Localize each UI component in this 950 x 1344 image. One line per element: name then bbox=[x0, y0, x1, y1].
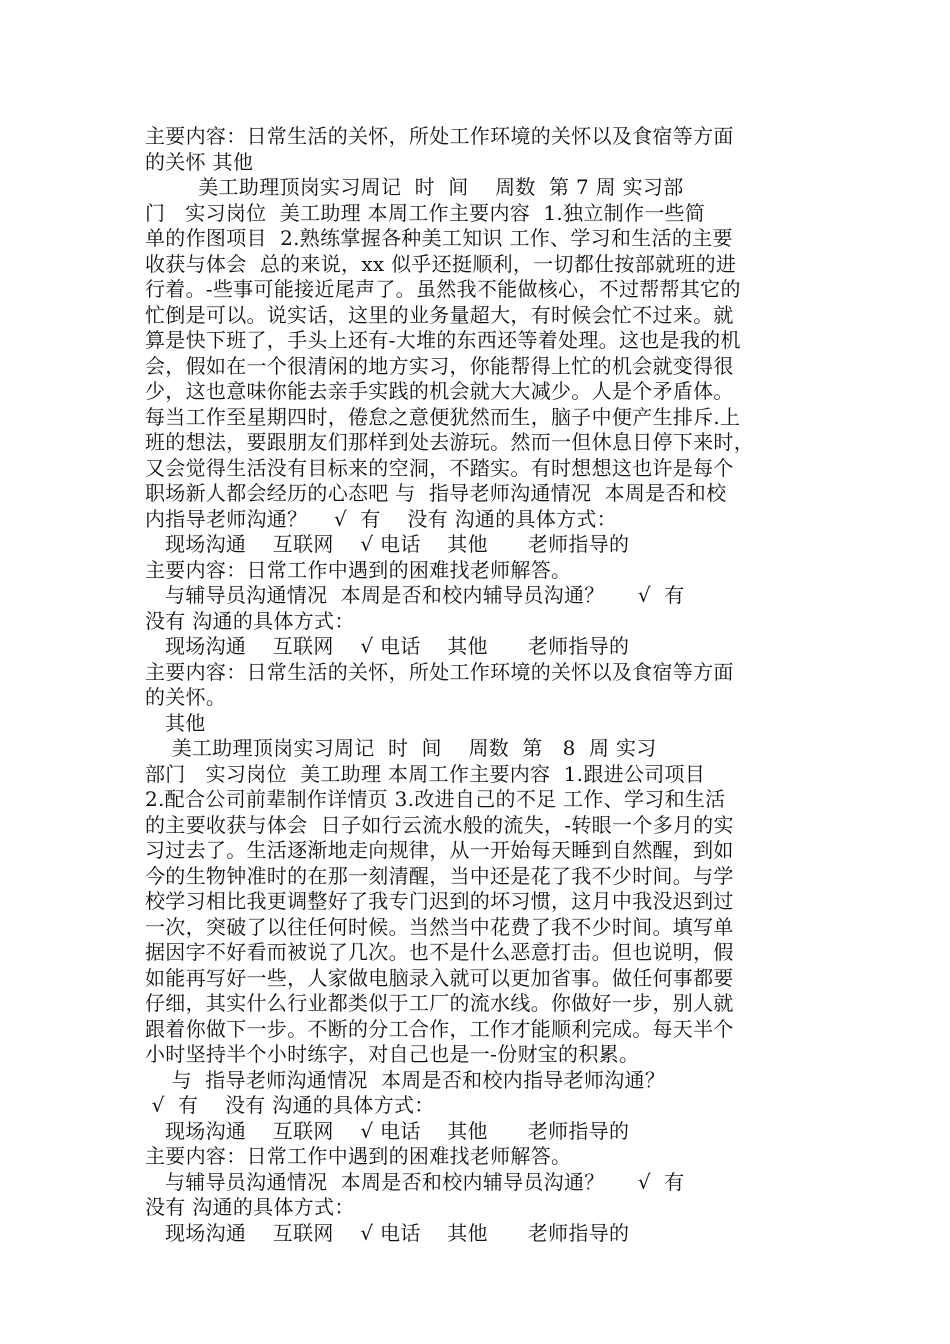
text-line: 美工助理顶岗实习周记 时 间 周数 第 8 周 实习 bbox=[145, 736, 657, 760]
text-line: 与辅导员沟通情况 本周是否和校内辅导员沟通？ √ 有 bbox=[145, 1169, 685, 1194]
text-line: 单的作图项目 2.熟练掌握各种美工知识 工作、学习和生活的主要 bbox=[145, 226, 733, 250]
text-line: 主要内容：日常工作中遇到的困难找老师解答。 bbox=[145, 1144, 572, 1168]
text-line: 现场沟通 互联网 √ 电话 其他 老师指导的 bbox=[145, 532, 630, 556]
text-line: 没有 沟通的具体方式： bbox=[145, 608, 355, 633]
text-line: 现场沟通 互联网 √ 电话 其他 老师指导的 bbox=[145, 634, 630, 658]
text-line: 校学习相比我更调整好了我专门迟到的坏习惯，这月中我没迟到过 bbox=[145, 889, 734, 913]
text-line: 2.配合公司前辈制作详情页 3.改进自己的不足 工作、学习和生活 bbox=[145, 787, 726, 811]
text-line: 现场沟通 互联网 √ 电话 其他 老师指导的 bbox=[145, 1118, 630, 1143]
text-line: 主要内容：日常生活的关怀，所处工作环境的关怀以及食宿等方面 bbox=[145, 659, 734, 684]
text-line: 收获与体会 总的来说，xx 似乎还挺顺利，一切都仕按部就班的进 bbox=[145, 251, 737, 276]
text-line: 今的生物钟准时的在那一刻清醒，当中还是花了我不少时间。与学 bbox=[145, 863, 734, 888]
text-line: 主要内容：日常工作中遇到的困难找老师解答。 bbox=[145, 557, 572, 582]
text-line: 如能再写好一些，人家做电脑录入就可以更加省事。做任何事都要 bbox=[145, 965, 734, 990]
text-line: 每当工作至星期四时，倦怠之意便犹然而生，脑子中便产生排斥.上 bbox=[145, 404, 741, 429]
text-line: 其他 bbox=[145, 710, 206, 735]
text-line: 习过去了。生活逐渐地走向规律，从一开始每天睡到自然醒，到如 bbox=[145, 838, 734, 862]
text-line: 班的想法，要跟朋友们那样到处去游玩。然而一但休息日停下来时， bbox=[145, 430, 754, 454]
text-line: 门 实习岗位 美工助理 本周工作主要内容 1.独立制作一些简 bbox=[145, 200, 706, 225]
text-line: 没有 沟通的具体方式： bbox=[145, 1195, 355, 1219]
text-line: 少，这也意味你能去亲手实践的机会就大大减少。人是个矛盾体。 bbox=[145, 379, 734, 403]
text-line: 的关怀。 bbox=[145, 685, 227, 709]
text-line: 算是快下班了，手头上还有-大堆的东西还等着处理。这也是我的机 bbox=[145, 328, 741, 352]
text-line: 美工助理顶岗实习周记 时 间 周数 第 7 周 实习部 bbox=[145, 175, 684, 199]
document-body bbox=[145, 124, 810, 1246]
text-line: 与 指导老师沟通情况 本周是否和校内指导老师沟通？ bbox=[145, 1067, 666, 1092]
text-line: 行着。-些事可能接近尾声了。虽然我不能做核心，不过帮帮其它的 bbox=[145, 277, 741, 301]
text-line: 主要内容：日常生活的关怀，所处工作环境的关怀以及食宿等方面 bbox=[145, 124, 734, 148]
text-line: 的主要收获与体会 日子如行云流水般的流失，-转眼一个多月的实 bbox=[145, 812, 734, 837]
text-line: 部门 实习岗位 美工助理 本周工作主要内容 1.跟进公司项目 bbox=[145, 761, 706, 786]
text-line: 忙倒是可以。说实话，这里的业务量超大，有时候会忙不过来。就 bbox=[145, 302, 734, 327]
text-line: 小时坚持半个小时练字，对自己也是一-份财宝的积累。 bbox=[145, 1042, 640, 1066]
text-line: 一次，突破了以往任何时候。当然当中花费了我不少时间。填写单 bbox=[145, 914, 734, 939]
text-line: 仔细，其实什么行业都类似于工厂的流水线。你做好一步，别人就 bbox=[145, 991, 734, 1015]
text-line: 跟着你做下一步。不断的分工合作，工作才能顺利完成。每天半个 bbox=[145, 1016, 734, 1041]
text-line: √ 有 没有 沟通的具体方式： bbox=[145, 1093, 435, 1117]
text-line: 会，假如在一个很清闲的地方实习，你能帮得上忙的机会就变得很 bbox=[145, 353, 734, 378]
text-line: 据因字不好看而被说了几次。也不是什么恶意打击。但也说明，假 bbox=[145, 940, 734, 964]
text-line: 又会觉得生活没有目标来的空洞，不踏实。有时想想这也许是每个 bbox=[145, 455, 734, 480]
text-line: 内指导老师沟通？ √ 有 没有 沟通的具体方式： bbox=[145, 506, 617, 531]
text-line: 职场新人都会经历的心态吧 与 指导老师沟通情况 本周是否和校 bbox=[145, 481, 727, 505]
text-line: 的关怀 其他 bbox=[145, 149, 254, 174]
text-line: 与辅导员沟通情况 本周是否和校内辅导员沟通？ √ 有 bbox=[145, 583, 685, 607]
text-line: 现场沟通 互联网 √ 电话 其他 老师指导的 bbox=[145, 1220, 630, 1245]
